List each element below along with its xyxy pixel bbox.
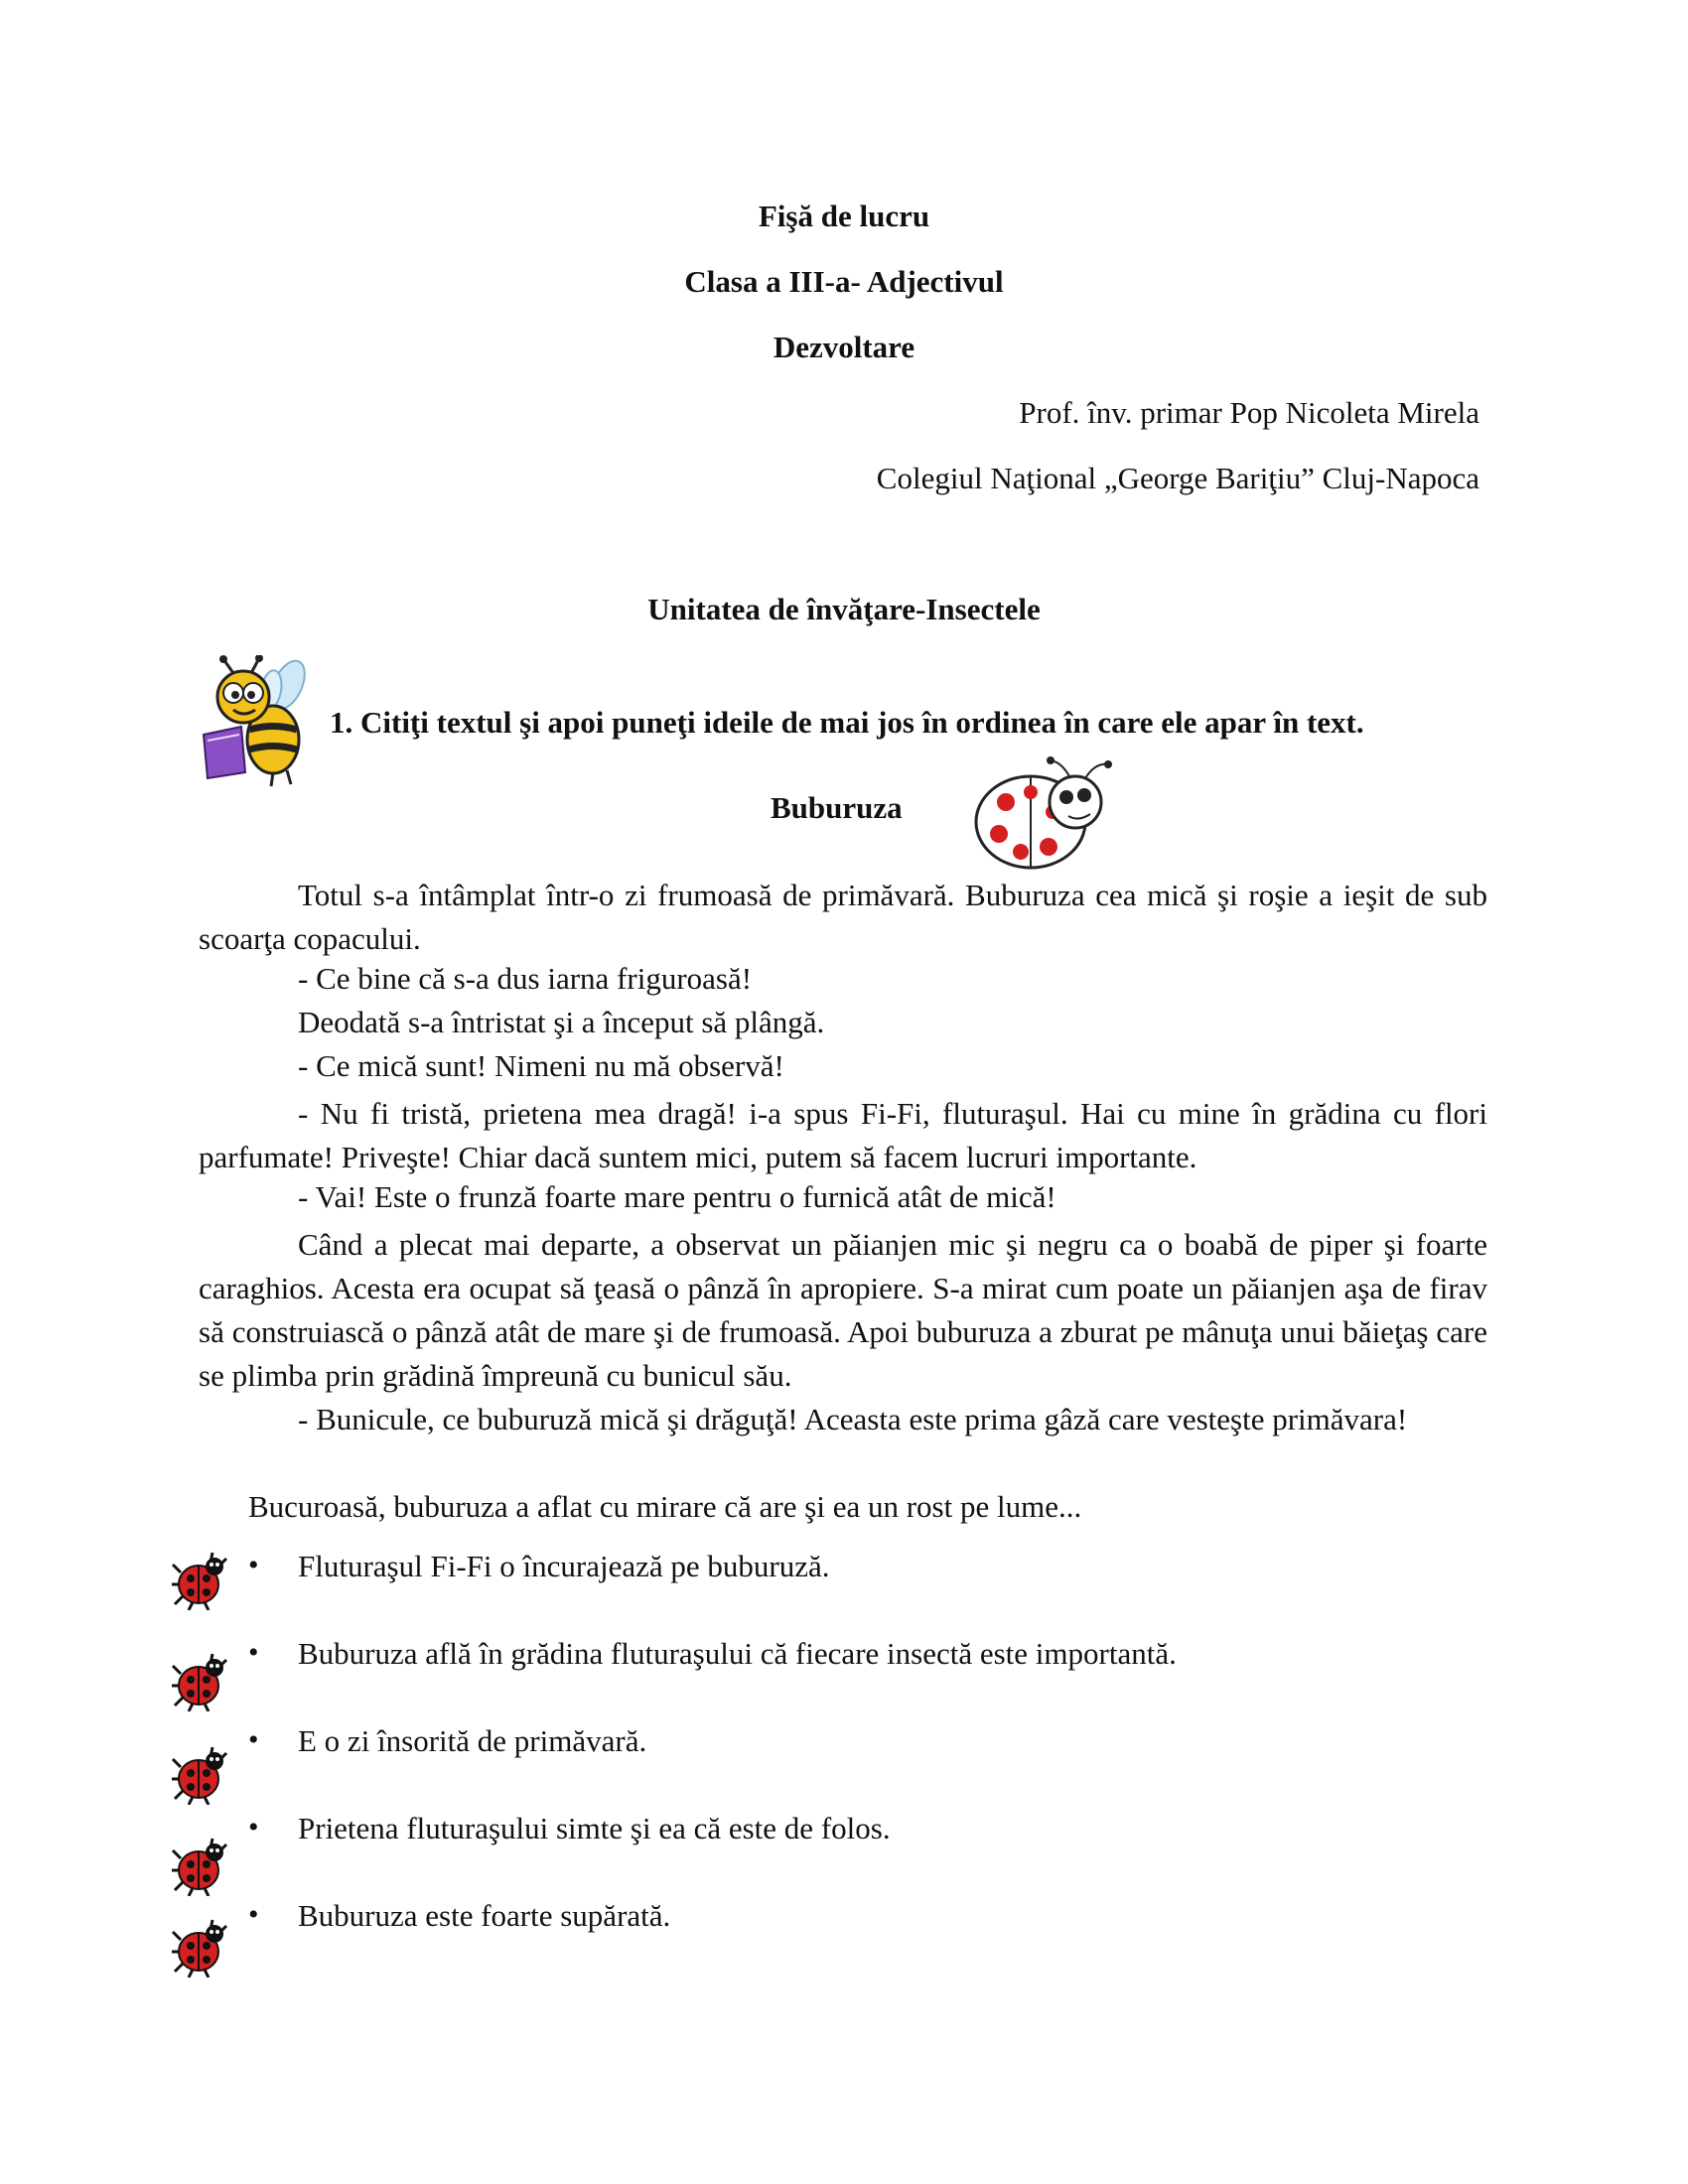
bullet-dot: • xyxy=(248,1723,259,1756)
bullet-dot: • xyxy=(248,1636,259,1669)
bullet-dot: • xyxy=(248,1811,259,1843)
story-paragraph-4: - Bunicule, ce buburuză mică şi drăguţă! Aceasta este prima gâză care vesteşte primăvara! xyxy=(298,1402,1408,1436)
author-line: Prof. înv. primar Pop Nicoleta Mirela xyxy=(1019,395,1479,430)
bullet-dot: • xyxy=(248,1549,259,1581)
unit-title: Unitatea de învăţare-Insectele xyxy=(647,592,1041,626)
story-paragraph-3: Când a plecat mai departe, a observat un păianjen mic şi negru ca o boabă de piper şi foarte caraghios. Acesta era ocupat să ţeasă o pânză în apropiere. S-a mirat cum poate un păianjen aşa de firav să construiască o pânză atât de mare şi de frumoasă. Apoi buburuza a zburat pe mânuţa unui băieţaş care se plimba prin grădină împreună cu bunicul său. xyxy=(199,1227,1487,1393)
story-line-4: - Vai! Este o frunză foarte mare pentru o furnică atât de mică! xyxy=(298,1179,1056,1214)
school-line: Colegiul Naţional „George Bariţiu” Cluj-Napoca xyxy=(876,461,1479,495)
idea-list-item xyxy=(169,1549,1360,1608)
worksheet-title: Fişă de lucru xyxy=(758,199,930,233)
story-paragraph-2: - Nu fi tristă, prietena mea dragă! i-a spus Fi-Fi, fluturaşul. Hai cu mine în grădina cu flori parfumate! Priveşte! Chiar dacă suntem mici, putem să facem lucruri importante. xyxy=(199,1096,1487,1174)
idea-list-item xyxy=(169,1636,1360,1696)
section-label: Dezvoltare xyxy=(773,330,915,364)
idea-text: Buburuza află în grădina fluturaşului că fiecare insectă este importantă. xyxy=(298,1636,1177,1671)
idea-list-item xyxy=(169,1723,1360,1783)
bee-reading-icon xyxy=(194,655,313,789)
idea-text: Prietena fluturaşului simte şi ea că este de folos. xyxy=(298,1811,891,1845)
idea-list-item xyxy=(169,1811,1360,1870)
ladybug-icon xyxy=(971,752,1120,877)
story-line-2: Deodată s-a întristat şi a început să plângă. xyxy=(298,1005,825,1039)
idea-text: Fluturaşul Fi-Fi o încurajează pe buburuză. xyxy=(298,1549,830,1583)
story-line-3: - Ce mică sunt! Nimeni nu mă observă! xyxy=(298,1048,784,1083)
idea-text: Buburuza este foarte supărată. xyxy=(298,1898,671,1933)
task-instruction: 1. Citiţi textul şi apoi puneţi ideile de mai jos în ordinea în care ele apar în text. xyxy=(330,705,1364,740)
bullet-dot: • xyxy=(248,1898,259,1931)
idea-text: E o zi însorită de primăvară. xyxy=(298,1723,647,1758)
story-title: Buburuza xyxy=(771,790,903,825)
worksheet-subtitle: Clasa a III-a- Adjectivul xyxy=(684,264,1004,299)
story-line-1: - Ce bine că s-a dus iarna friguroasă! xyxy=(298,961,753,996)
story-line-5: Bucuroasă, buburuza a aflat cu mirare că are şi ea un rost pe lume... xyxy=(248,1489,1082,1524)
idea-list-item xyxy=(169,1898,1360,1958)
story-paragraph-1: Totul s-a întâmplat într-o zi frumoasă de primăvară. Buburuza cea mică şi roşie a ieşit de sub scoarţa copacului. xyxy=(199,878,1487,956)
